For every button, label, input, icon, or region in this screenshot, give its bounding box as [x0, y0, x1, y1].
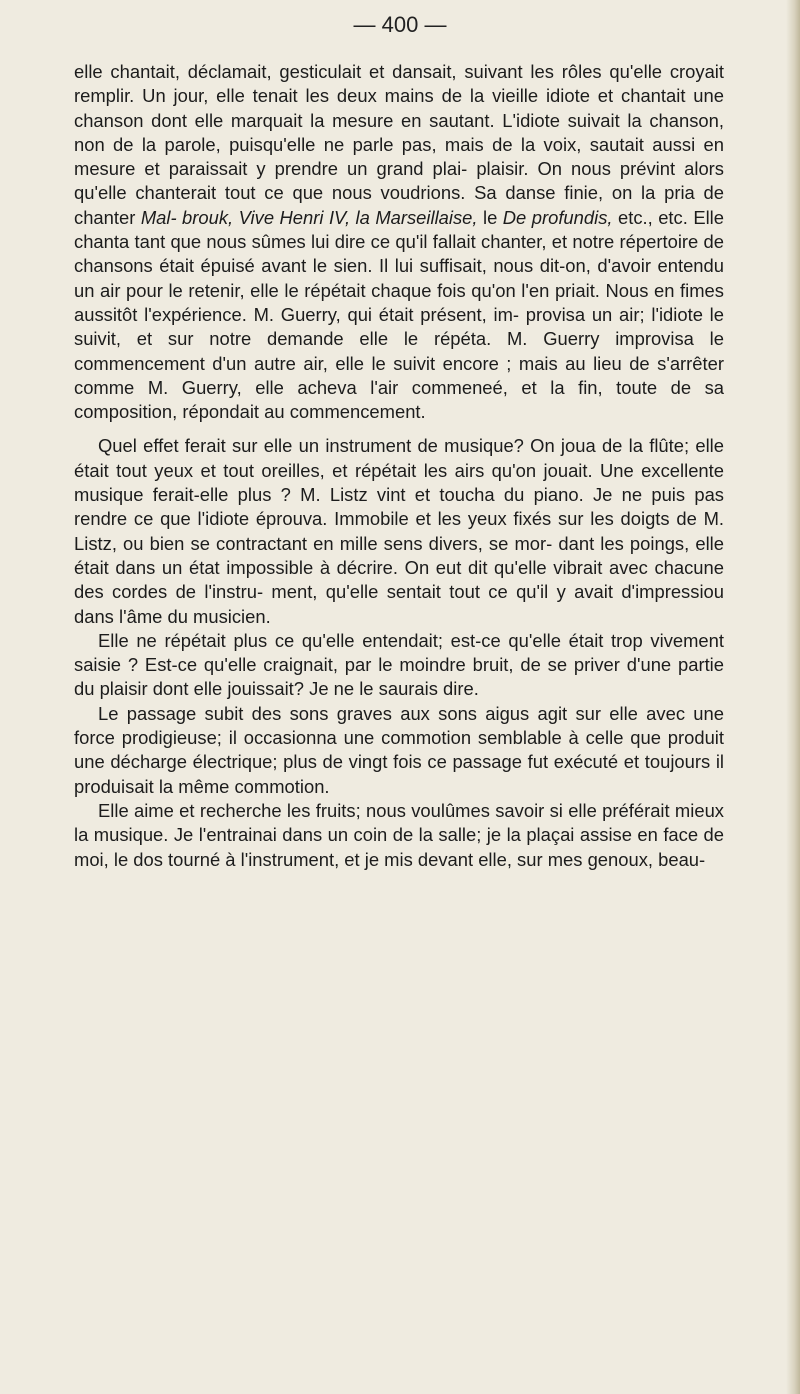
page-edge-shadow — [786, 0, 800, 1394]
paragraph-5: Elle aime et recherche les fruits; nous voulûmes savoir si elle préférait mieux la musique. Je l'entrainai dans un coin de la salle; je la plaçai assise en face de moi, le dos tourné à l'instrument, et je mis devant elle, sur mes genoux, beau- — [74, 799, 724, 870]
song-titles-italic: Mal- brouk, Vive Henri IV, la Marseillaise, — [140, 206, 478, 228]
paragraph-3: Elle ne répétait plus ce qu'elle entendait; est-ce qu'elle était trop vivement saisie ? Est-ce qu'elle craignait, par le moindre bruit, de se priver d'une partie du plaisir dont elle jouissait? Je ne le saurais dire. — [74, 629, 724, 700]
de-profundis-italic: De profundis, — [502, 206, 613, 228]
paragraph-4: Le passage subit des sons graves aux sons aigus agit sur elle avec une force prodigieuse; il occasionna une commotion semblable à celle que produit une décharge électrique; plus de vingt fois ce passage fut exécuté et toujours il produisait la même commotion. — [74, 702, 724, 797]
body-text — [74, 60, 724, 872]
paragraph-1-text-b: le — [477, 206, 503, 228]
paragraph-1-text-a: elle chantait, déclamait, gesticulait et dansait, suivant les rôles qu'elle croyait remplir. Un jour, elle tenait les deux mains de la vieille idiote et chantait une chanson dont elle marquait la mesure en sautant. L'idiote suivait la chanson, non de la parole, puisqu'elle ne parle pas, mais de la voix, sautait aussi en mesure et paraissait y prendre un grand plai- plaisir. On nous prévint alors qu'elle chanterait tout ce que nous voudrions. Sa danse finie, on la pria de chanter — [74, 61, 724, 228]
paragraph-1-text-c: etc., etc. Elle chanta tant que nous sûmes lui dire ce qu'il fallait chanter, et notre répertoire de chansons était épuisé avant le sien. Il lui suffisait, nous dit-on, d'avoir entendu un air pour le retenir, elle le répétait chaque fois qu'on l'en priait. Nous en fimes aussitôt l'expérience. M. Guerry, qui était présent, im- provisa un air; l'idiote le suivit, et sur notre demande elle le répéta. M. Guerry improvisa le commencement d'un autre air, elle le suivit encore ; mais au lieu de s'arrêter comme M. Guerry, elle acheva l'air commeneé, et la fin, toute de sa composition, répondait au commencement. — [74, 206, 724, 423]
paragraph-1 — [74, 60, 724, 424]
paragraph-2: Quel effet ferait sur elle un instrument de musique? On joua de la flûte; elle était tout yeux et tout oreilles, et répétait les airs qu'on jouait. Une excellente musique ferait-elle plus ? M. Listz vint et toucha du piano. Je ne puis pas rendre ce que l'idiote éprouva. Immobile et les yeux fixés sur les doigts de M. Listz, ou bien se contractant en mille sens divers, se mor- dant les poings, elle était dans un état impossible à décrire. On eut dit qu'elle vibrait avec chacune des cordes de l'instru- ment, qu'elle sentait tout ce qu'il y avait d'impressiou dans l'âme du musicien. — [74, 435, 724, 627]
page-number-header: — 400 — — [353, 12, 447, 37]
